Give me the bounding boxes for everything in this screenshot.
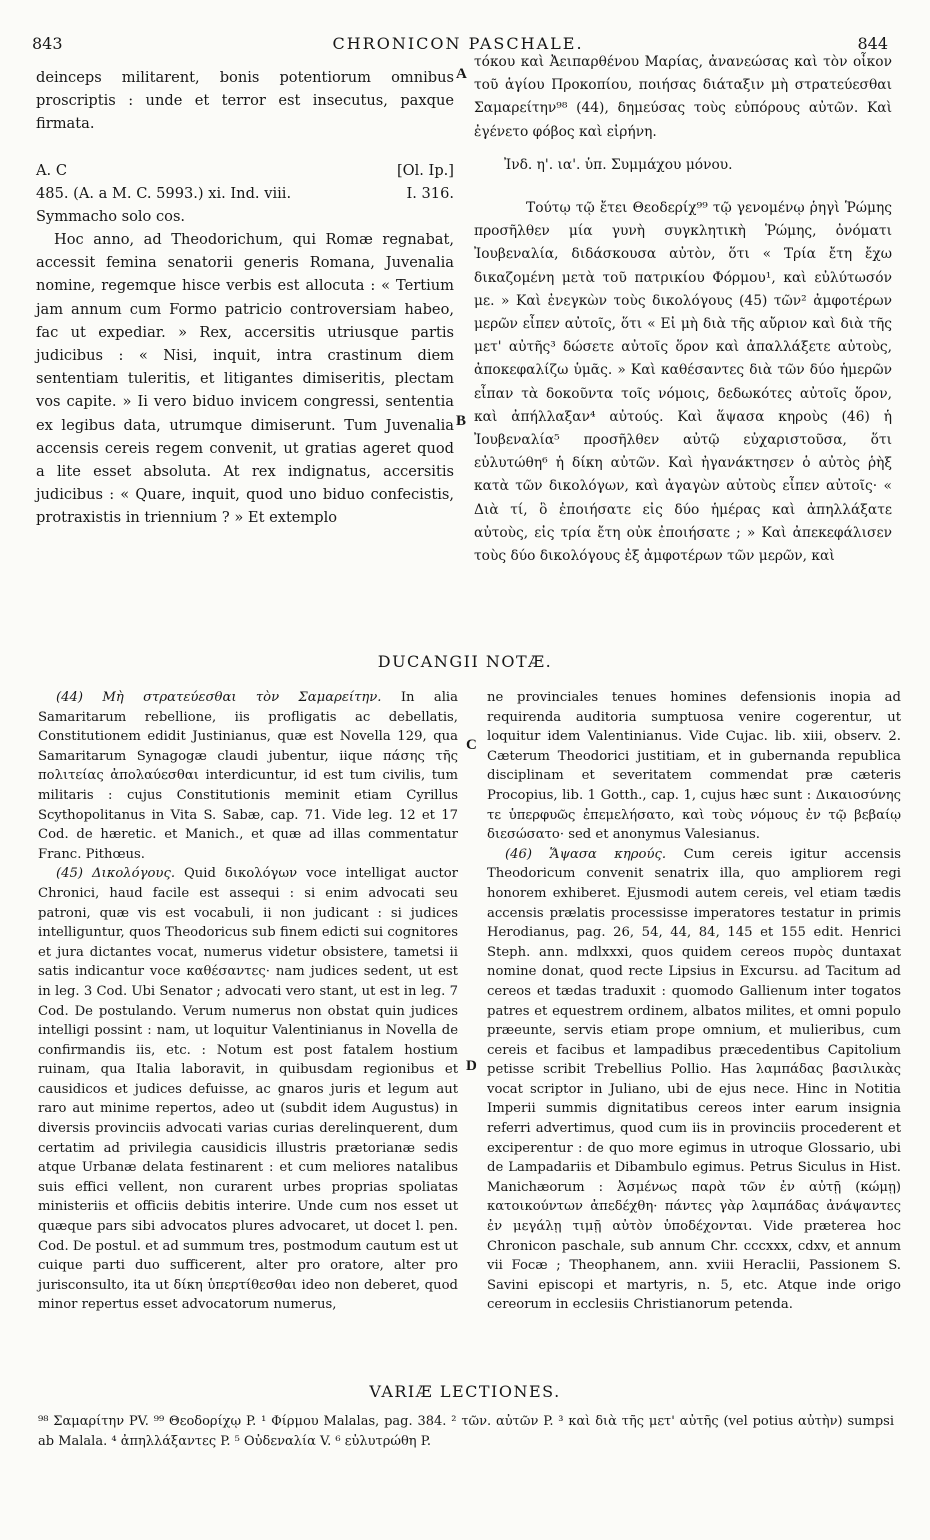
margin-marker-c: C bbox=[466, 737, 477, 753]
notes-heading: DUCANGII NOTÆ. bbox=[377, 652, 553, 671]
note-45-lemma: (45) Δικολόγους. bbox=[56, 866, 176, 882]
ac-label: A. C bbox=[36, 161, 67, 179]
consul-line: Symmacho solo cos. bbox=[36, 207, 186, 225]
indiction-line: Ἰνδ. η'. ια'. ὑπ. Συμμάχου μόνου. bbox=[504, 156, 733, 173]
running-title: CHRONICON PASCHALE. bbox=[332, 34, 584, 53]
year-line bbox=[36, 182, 454, 205]
page-number-left: 843 bbox=[32, 34, 63, 53]
note-44-lemma: (44) Μὴ στρατεύεσθαι τὸν Σαμαρείτην. bbox=[56, 690, 382, 705]
margin-marker-d: D bbox=[466, 1058, 477, 1074]
column-ref: I. 316. bbox=[406, 184, 454, 202]
note-45-continued: ne provinciales tenues homines defensionis inopia ad requirenda auditoria sumptuosa venire cogerentur, ut loquitur idem Valentinianus. Vide Cujac. lib. xiii, observ. 2. Cæterum Theodorici justitiam, et in gubernanda republica disciplinam et severitatem commendat præ cæteris Procopius, lib. 1 Gotth., cap. 1, cujus hæc sunt : Δικαιοσύνης τε ὑπερφυῶς ἐπεμελήσατο, καὶ τοὺς νόμους ἐν τῷ βεβαίῳ διεσώσατο· sed et anonymus Valesianus. bbox=[487, 690, 901, 843]
ac-line bbox=[36, 159, 454, 182]
latin-column bbox=[36, 66, 454, 530]
note-46-lemma: (46) Ἅψασα κηρούς. bbox=[505, 846, 667, 862]
margin-marker-a: A bbox=[456, 66, 467, 82]
latin-intro: deinceps militarent, bonis potentiorum omnibus proscriptis : unde et terror est insecutus, paxque firmata. bbox=[36, 69, 454, 133]
olympiad-label: [Ol. Ip.] bbox=[396, 161, 454, 179]
note-45-text: Quid δικολόγων voce intelligat auctor Chronici, haud facile est assequi : si enim advocati seu patroni, quæ vis est vocabuli, ii non judicant : si judices intelliguntur, quos Theodoricus sub finem edicti sui cognitores et jura dictantes vocat, numerus videtur obsistere, tametsi ii satis indicantur voce καθέσαντες· nam judices sedent, ut est in leg. 3 Cod. Ubi Senator ; advocati vero stant, ut est in leg. 7 Cod. De postulando. Verum numerus non obstat quin judices intelligi possint : nam, ut loquitur Valentinianus in Novella de confirmandis iis, etc. : Notum est post fatalem hostium ruinam, qua Italia laboravit, in quibusdam regionibus et causidicos et judices defuisse, ac gnaros juris et legum aut raro aut minime repertos, adeo ut (subdit idem Augustus) in diversis provinciis advocati varias curias derelinquerent, dum certatim ad privilegia causidicis illustris prætorianæ sedis atque Urbanæ delata festinarent : et cum meliores natalibus suis effici vellent, non curarent urbes proprias spoliatas ministeriis et officiis debitis interire. Unde cum nos esset ut quæque pars sibi advocatos plures advocaret, ut docet l. pen. Cod. De postul. et ad summum tres, postmodum cautum est ut cuique parti duo sufficerent, alter pro oratore, alter pro jurisconsulto, ita ut δίκη ὑπερτίθεσθαι ideo non deberet, quod minor repertus esset advocatorum numerus, bbox=[38, 866, 458, 1313]
note-44-text: In alia Samaritarum rebellione, iis profligatis ac debellatis, Constitutionem edidit Justinianus, quæ est Novella 129, qua Samaritarum Synagogæ claudi jubentur, iique πάσης τῆς πολιτείας ἀπολαύεσθαι interdicuntur, id est tum civilis, tum militaris : cujus Constitutionis meminit etiam Cyrillus Scythopolitanus in Vita S. Sabæ, cap. 71. Vide leg. 12 et 17 Cod. de hæretic. et Manich., et quæ ad illas commentatur Franc. Pithœus. bbox=[38, 690, 458, 862]
variae-lectiones: ⁹⁸ Σαμαρίτην PV. ⁹⁹ Θεοδορίχῳ P. ¹ Φίρμου Malalas, pag. 384. ² τῶν. αὐτῶν P. ³ καὶ διὰ τῆς μετ' αὐτῆς (vel potius αὐτὴν) sumpsi ab Malala. ⁴ ἀπηλλάξαντες P. ⁵ Οὐδεναλία V. ⁶ εὐλυτρώθη P. bbox=[38, 1414, 894, 1449]
greek-body: Τούτῳ τῷ ἔτει Θεοδερίχ⁹⁹ τῷ γενομένῳ ῥηγὶ Ῥώμης προσῆλθεν μία γυνὴ συγκλητικὴ Ῥώμης, ὀνόματι Ἰουβεναλία, διδάσκουσα αὐτὸν, ὅτι « Τρία ἔτη ἔχω δικαζομένη μετὰ τοῦ πατρικίου Φόρμου¹, καὶ εὐλύτωσόν με. » Καὶ ἐνεγκὼν τοὺς δικολόγους (45) τῶν² ἀμφοτέρων μερῶν εἶπεν αὐτοῖς, ὅτι « Εἰ μὴ διὰ τῆς αὔριον καὶ διὰ τῆς μετ' αὐτῆς³ δώσετε αὐτοῖς ὅρον καὶ ἀπαλλάξετε αὐτοὺς, ἀποκεφαλίζω ὑμᾶς. » Καὶ καθέσαντες διὰ τῶν δύο ἡμερῶν εἶπαν τὰ δοκοῦντα τοῖς νόμοις, δεδωκότες αὐτοῖς ὅρον, καὶ ἀπήλλαξαν⁴ αὐτούς. Καὶ ἅψασα κηροὺς (46) ἡ Ἰουβεναλία⁵ προσῆλθεν αὐτῷ εὐχαριστοῦσα, ὅτι εὐλυτώθη⁶ ἡ δίκη αὐτῶν. Καὶ ἠγανάκτησεν ὁ αὐτὸς ῥὴξ κατὰ τῶν δικολόγων, καὶ ἀγαγὼν αὐτοὺς εἶπεν αὐτοῖς· « Διὰ τί, ὃ ἐποιήσατε εἰς δύο ἡμέρας καὶ ἀπηλλάξατε αὐτοὺς, εἰς τρία ἔτη οὐκ ἐποιήσατε ; » Καὶ ἀπεκεφάλισεν τοὺς δύο δικολόγους ἐξ ἀμφοτέρων τῶν μερῶν, καὶ bbox=[474, 200, 892, 565]
note-46-text: Cum cereis igitur accensis Theodoricum convenit senatrix illa, quo ampliorem regi honorem exhiberet. Ejusmodi autem cereis, vel etiam tædis accensis prælatis processisse imperatores testatur in primis Herodianus, pag. 26, 54, 44, 84, 145 et 155 edit. Henrici Steph. ann. mdlxxxi, quos quidem cereos πυρὸς duntaxat nomine donat, quod recte Lipsius in Excursu. ad Tacitum ad cereos et tædas traduxit : quomodo Gallienum inter togatos patres et equestrem ordinem, albatos milites, et omni populo præeunte, servis etiam prope omnium, et mulieribus, cum cereis et facibus et lampadibus præcedentibus Capitolium petisse scribit Trebellius Pollio. Has λαμπάδας βασιλικὰς vocat scriptor in Juliano, ubi de ejus nece. Hinc in Notitia Imperii summis dignitatibus cereos inter earum insignia referri advertimus, quod cum iis in provinciis procederent et exciperentur : de quo more egimus in utroque Glossario, ubi de Lampadariis et Dibambulo egimus. Petrus Siculus in Hist. Manichæorum : Ἀσμένως παρὰ τῶν ἐν αὐτῇ (κώμῃ) κατοικούντων ἀπεδέχθη· πάντες γὰρ λαμπάδας ἀνάψαντες ἐν μεγάλῃ τιμῇ αὐτὸν ὑποδέχονται. Vide præterea hoc Chronicon paschale, sub annum Chr. cccxxx, cdxv, et annum vii Focæ ; Theophanem, ann. xviii Heraclii, Passionem S. Savini episcopi et martyris, n. 5, etc. Atque inde origo cereorum in ecclesiis Christianorum petenda. bbox=[487, 846, 902, 1313]
page-number-right: 844 bbox=[857, 34, 888, 53]
greek-intro: τόκου καὶ Ἀειπαρθένου Μαρίας, ἀνανεώσας καὶ τὸν οἶκον τοῦ ἁγίου Προκοπίου, ποιήσας διάταξιν μὴ στρατεύεσθαι Σαμαρείτην⁹⁸ (44), δημεύσας τοὺς εὐπόρους αὐτῶν. Καὶ ἐγένετο φόβος καὶ εἰρήνη. bbox=[474, 54, 892, 140]
notes-right-column bbox=[487, 688, 901, 1315]
year-label: 485. (A. a M. C. 5993.) xi. Ind. viii. bbox=[36, 184, 292, 202]
margin-marker-b: B bbox=[456, 413, 467, 429]
variae-heading: VARIÆ LECTIONES. bbox=[369, 1382, 561, 1401]
notes-left-column bbox=[38, 688, 458, 1315]
greek-column bbox=[474, 51, 892, 568]
latin-body: Hoc anno, ad Theodorichum, qui Romæ regnabat, accessit femina senatorii generis Romana, Juvenalia nomine, regemque hisce verbis est allocuta : « Tertium jam annum cum Formo patricio controversiam habeo, fac ut expediar. » Rex, accersitis utriusque partis judicibus : « Nisi, inquit, intra crastinum diem sententiam tuleritis, et litigantes dimiseritis, plectam vos capite. » Ii vero biduo invicem congressi, sententia ex legibus data, utrumque dimiserunt. Tum Juvenalia accensis cereis regem convenit, ut gratias ageret quod a lite esset absoluta. At rex indignatus, accersitis judicibus : « Quare, inquit, quod uno biduo confecistis, protraxistis in triennium ? » Et extemplo bbox=[36, 231, 454, 527]
